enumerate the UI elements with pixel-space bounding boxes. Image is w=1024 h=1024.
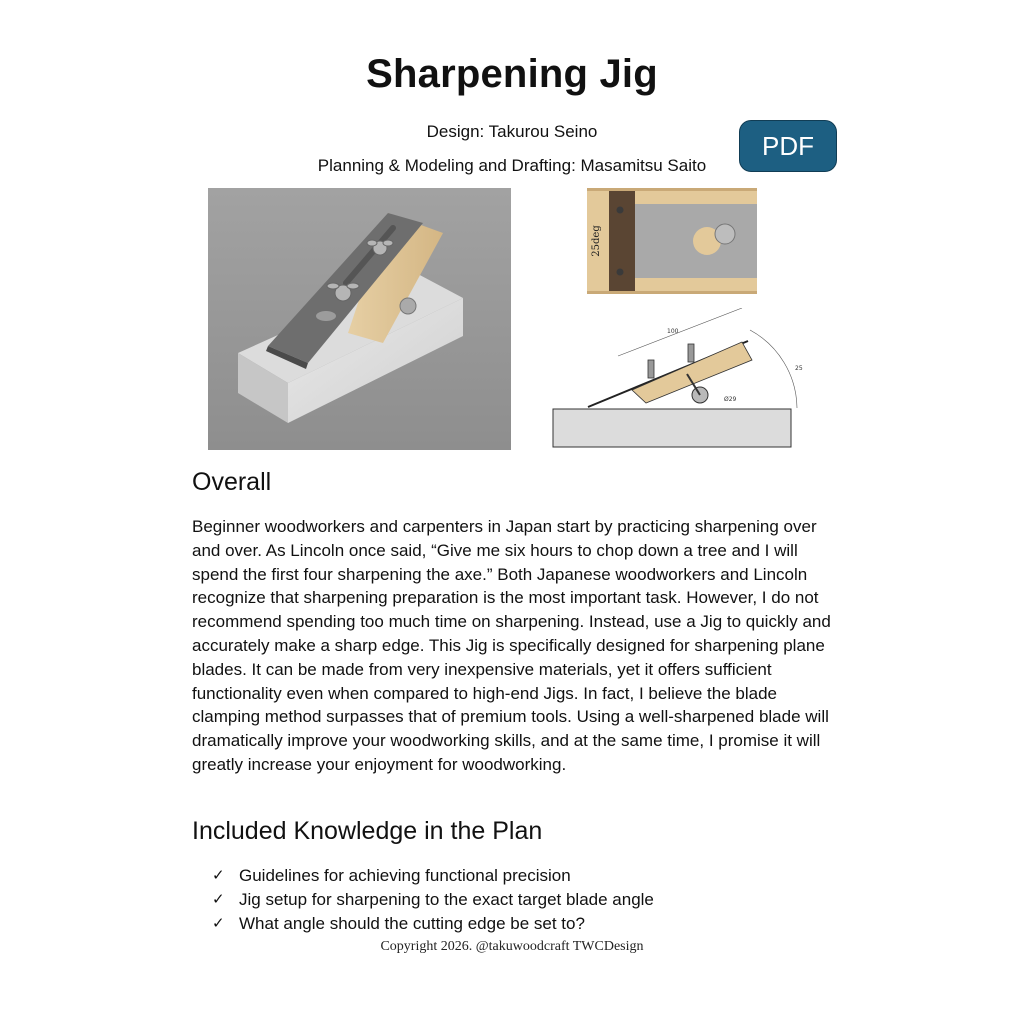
list-item [212, 888, 654, 912]
check-icon: ✓ [212, 914, 225, 932]
planning-credit: Planning & Modeling and Drafting: Masamitsu Saito [317, 156, 707, 175]
included-heading: Included Knowledge in the Plan [192, 817, 543, 845]
dim-diameter: Ø29 [724, 396, 737, 403]
angle-label: 25deg [591, 225, 602, 257]
list-item [212, 912, 654, 936]
dim-angle: 25 [795, 365, 803, 372]
check-icon: ✓ [212, 867, 225, 884]
check-icon: ✓ [212, 890, 225, 908]
list-item-text: What angle should the cutting edge be set to? [239, 913, 585, 933]
design-credit: Design: Takurou Seino [426, 122, 598, 141]
jig-side-view-drawing [552, 308, 812, 450]
included-list [212, 864, 654, 935]
copyright-footer: Copyright 2026. @takuwoodcraft TWCDesign [380, 939, 644, 954]
overall-text: Beginner woodworkers and carpenters in Japan start by practicing sharpening over and over. As Lincoln once said, “Give me six hours to chop down a tree and I will spend the first four sharpening the axe.” Both Japanese woodworkers and Lincoln recognize that sharpening preparation is the most important task. However, I do not recommend spending too much time on sharpening. Instead, use a Jig to quickly and accurately make a sharp edge. This Jig is specifically designed for sharpening plane blades. It can be made from very inexpensive materials, yet it offers sufficient functionality even when compared to high-end Jigs. In fact, I believe the blade clamping method surpasses that of premium tools. Using a well-sharpened blade will dramatically improve your woodworking skills, and at the same time, I promise it will greatly increase your enjoyment for woodworking. [192, 517, 831, 774]
overall-heading: Overall [192, 468, 272, 496]
dim-length: 100 [667, 328, 679, 335]
list-item [212, 864, 654, 888]
page-title: Sharpening Jig [366, 52, 658, 96]
jig-render-image [208, 188, 511, 450]
list-item-text: Jig setup for sharpening to the exact target blade angle [239, 889, 654, 909]
pdf-button[interactable]: PDF [739, 120, 837, 172]
list-item-text: Guidelines for achieving functional precision [239, 866, 571, 885]
jig-top-view-image [587, 188, 757, 294]
